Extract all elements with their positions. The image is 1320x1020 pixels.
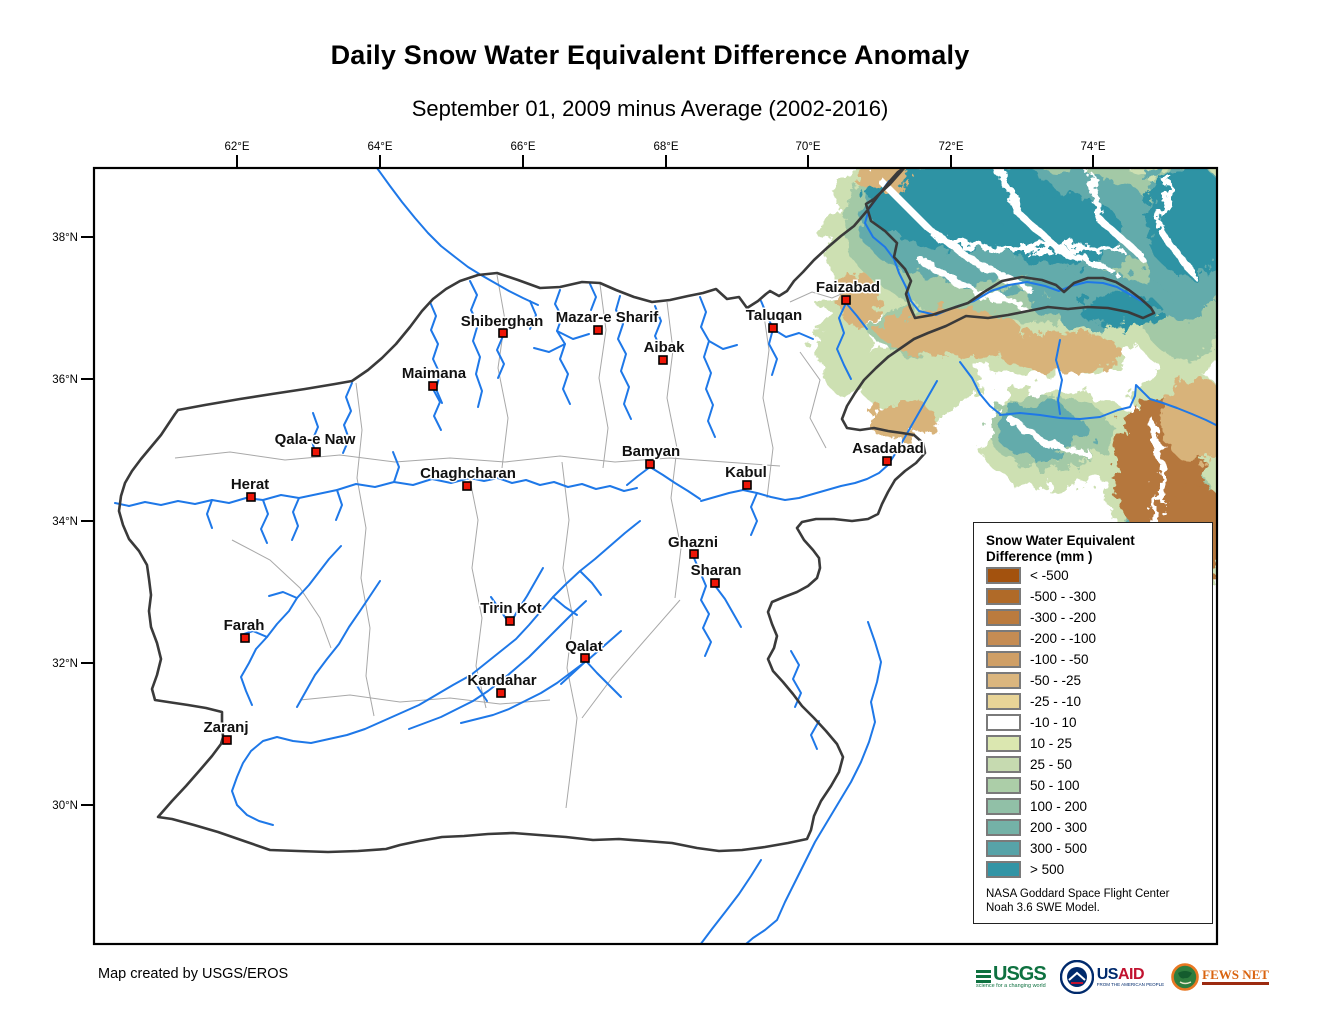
river-segment [336,490,342,520]
legend-swatch [986,588,1021,605]
legend-label: -300 - -200 [1030,610,1097,625]
legend-swatch [986,861,1021,878]
city-marker [463,482,471,490]
lat-tick-label: 32°N [52,658,78,670]
legend-swatch [986,777,1021,794]
city-label: Kabul [725,464,767,481]
city-marker [223,736,231,744]
legend-row [986,712,1202,733]
legend-swatch [986,672,1021,689]
city-marker [594,326,602,334]
province-line [300,695,550,704]
legend-row [986,817,1202,838]
river-segment [700,860,761,945]
river-segment [650,467,700,499]
city-marker [241,634,249,642]
legend-label: -200 - -100 [1030,631,1097,646]
river-segment [751,493,757,535]
province-line [582,600,680,718]
lon-tick-label: 68°E [653,141,679,153]
usgs-wordmark: USGS [993,963,1046,985]
legend-row [986,838,1202,859]
city-marker [497,689,505,697]
city-label: Zaranj [203,719,249,736]
legend-label: 100 - 200 [1030,799,1088,814]
lon-tick-label: 70°E [795,141,821,153]
legend [973,522,1213,924]
fewsnet-logo [1171,963,1269,991]
legend-swatch [986,714,1021,731]
legend-swatch [986,840,1021,857]
city-label: Tirin Kot [480,600,542,617]
legend-title-line2: Difference (mm ) [986,549,1093,564]
legend-row [986,565,1202,586]
map-credit: Map created by USGS/EROS [98,966,289,982]
city-marker [429,382,437,390]
lon-tick-label: 62°E [224,141,250,153]
province-line [175,452,780,466]
city-label: Qalat [565,638,603,655]
province-line [497,275,508,468]
legend-label: 300 - 500 [1030,841,1088,856]
city-marker [842,296,850,304]
legend-row [986,775,1202,796]
river-segment [590,284,596,310]
city-marker [769,324,777,332]
river-segment [377,168,538,305]
river-segment [716,587,741,627]
legend-swatch [986,819,1021,836]
lon-ticks [237,155,1093,168]
legend-label: -10 - 10 [1030,715,1077,730]
legend-swatch [986,630,1021,647]
legend-label: -25 - -10 [1030,694,1082,709]
page-subtitle: September 01, 2009 minus Average (2002-2016) [411,96,889,121]
river-segment [497,336,504,378]
usaid-wordmark-aid: AID [1117,966,1145,983]
usaid-wordmark-us: US [1096,966,1118,983]
lon-tick-labels [224,141,1105,153]
raster-patch-negative [998,332,1122,372]
river-segment [115,478,470,506]
legend-row [986,859,1202,880]
city-label: Maimana [401,365,467,382]
river-segment [586,661,621,697]
usgs-tagline: science for a changing world [976,983,1046,989]
city-label: Aibak [643,339,685,356]
legend-source-line1: NASA Goddard Space Flight Center [986,888,1170,900]
legend-row [986,586,1202,607]
city-label: Taluqan [745,307,803,324]
legend-swatch [986,651,1021,668]
legend-title-line1: Snow Water Equivalent [986,533,1135,548]
legend-label: -50 - -25 [1030,673,1082,688]
lon-tick-label: 72°E [938,141,964,153]
fewsnet-tagline-bar [1202,982,1269,985]
river-segment [409,601,586,729]
footer-logos [976,954,1269,1000]
fewsnet-wordmark: FEWS NET [1202,967,1269,982]
river-segment [297,581,380,707]
legend-row [986,670,1202,691]
river-segment [207,500,212,528]
usgs-bars-icon [976,970,991,983]
city-label: Herat [230,476,270,493]
legend-swatch [986,567,1021,584]
city-label: Chaghcharan [420,465,516,482]
river-segment [261,500,268,543]
river-segment [433,389,441,430]
usaid-seal-icon [1060,960,1094,994]
legend-row [986,796,1202,817]
lon-tick-label: 66°E [510,141,536,153]
river-segment [746,622,881,944]
river-segment [393,452,399,482]
legend-label: > 500 [1030,862,1065,877]
city-marker [581,654,589,662]
usaid-tagline: FROM THE AMERICAN PEOPLE [1096,982,1165,987]
city-marker [506,617,514,625]
city-marker [690,550,698,558]
legend-row [986,733,1202,754]
river-segment [773,329,813,339]
city-label: Kandahar [467,672,537,689]
legend-label: 200 - 300 [1030,820,1088,835]
usgs-logo [976,965,1046,989]
city-label: Shiberghan [460,313,544,330]
river-segment [292,498,299,540]
city-label: Asadabad [852,440,924,457]
legend-row [986,607,1202,628]
legend-label: 10 - 25 [1030,736,1073,751]
lon-tick-label: 64°E [367,141,393,153]
legend-label: -100 - -50 [1030,652,1089,667]
city-label: Farah [223,617,265,634]
city-marker [312,448,320,456]
river-segment [709,341,737,349]
city-label: Sharan [690,562,742,579]
legend-swatch [986,693,1021,710]
river-segment [627,467,650,485]
legend-source-line2: Noah 3.6 SWE Model. [986,902,1100,914]
province-line [356,383,374,716]
page-title: Daily Snow Water Equivalent Difference Anomaly [330,40,970,70]
legend-row [986,754,1202,775]
fewsnet-globe-icon [1171,963,1199,991]
legend-label: -500 - -300 [1030,589,1097,604]
legend-row [986,649,1202,670]
city-label: Faizabad [815,279,881,296]
city-marker [659,356,667,364]
legend-label: 25 - 50 [1030,757,1073,772]
lat-tick-labels [52,232,78,812]
river-segment [811,721,819,749]
river-segment [561,661,586,684]
city-label: Ghazni [667,534,719,551]
river-segment [700,297,715,437]
city-marker [711,579,719,587]
province-boundaries [175,275,846,808]
river-segment [470,281,482,407]
legend-label: < -500 [1030,568,1069,583]
legend-label: 50 - 100 [1030,778,1080,793]
lat-tick-label: 38°N [52,232,78,244]
legend-row [986,628,1202,649]
city-label: Qala-e Naw [274,431,356,448]
legend-row [986,691,1202,712]
city-marker [743,481,751,489]
river-segment [269,592,297,598]
legend-swatch [986,756,1021,773]
city-label: Bamyan [621,443,681,460]
legend-swatch [986,735,1021,752]
river-segment [534,344,565,352]
lat-tick-label: 36°N [52,374,78,386]
lat-tick-label: 34°N [52,516,78,528]
legend-swatch [986,798,1021,815]
city-marker [646,460,654,468]
city-marker [883,457,891,465]
raster-patch-negative [1160,378,1232,462]
province-line [562,462,577,808]
lat-tick-label: 30°N [52,800,78,812]
lon-tick-label: 74°E [1080,141,1106,153]
city-label: Mazar-e Sharif [555,309,659,326]
lat-ticks [81,237,94,805]
river-segment [232,521,640,825]
city-marker [499,329,507,337]
usaid-logo [1060,960,1164,994]
river-segment [580,571,601,595]
legend-swatch [986,609,1021,626]
city-marker [247,493,255,501]
